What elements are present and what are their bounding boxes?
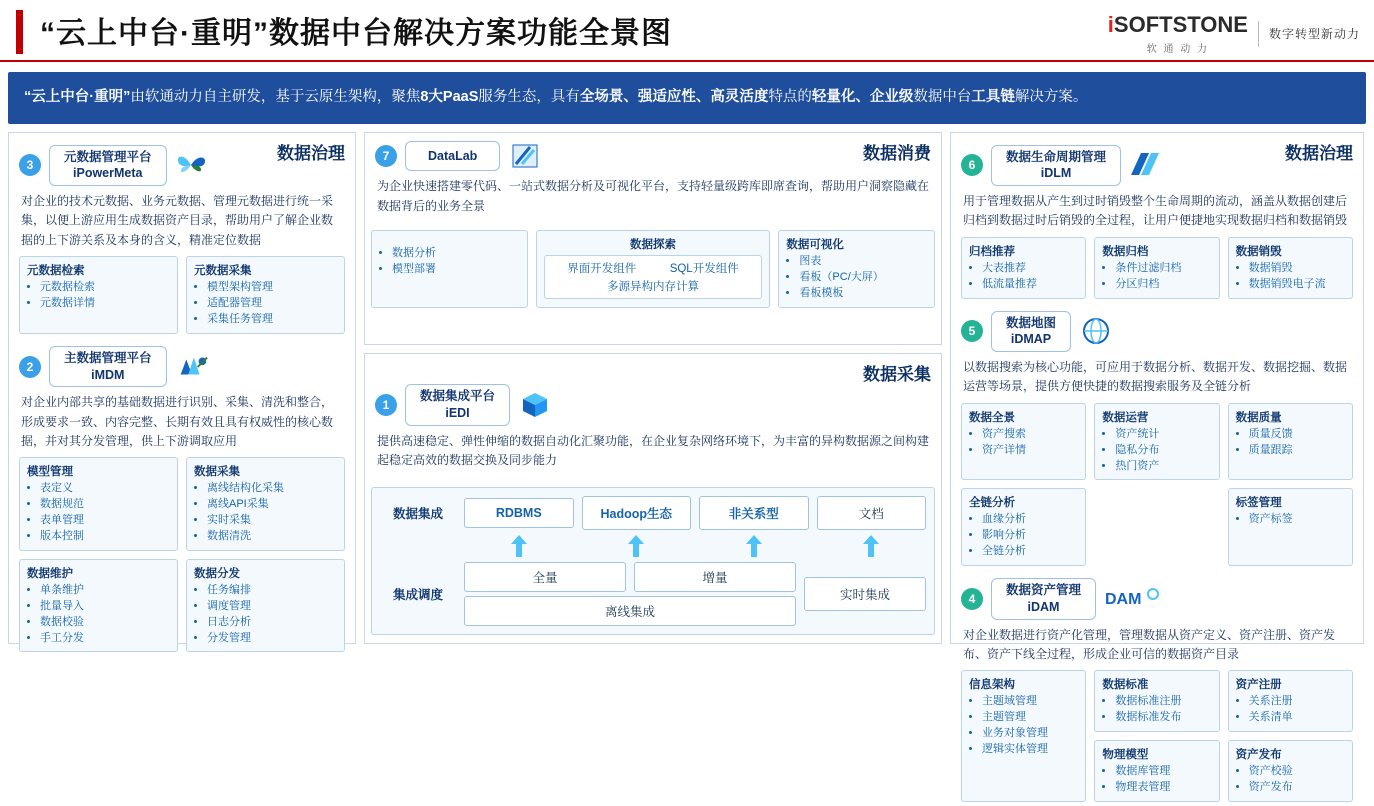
list-item: • 资产搜索 [982,427,1078,443]
box-title: 信息架构 [969,679,1015,692]
module-name-idmap [991,311,1071,353]
banner-attrs: 轻量化、企业级 [811,89,914,105]
list-item: • 影响分析 [982,528,1078,544]
list-item: • 血缘分析 [982,512,1078,528]
module-desc-idlm: 用于管理数据从产生到过时销毁整个生命周期的流动，涵盖从数据创建后归档到数据过时后销毁的全过程，让用户便捷地实现数据归档和数据销毁 [963,194,1348,228]
arrow-up-icon [582,535,692,557]
header-accent-bar [16,10,23,54]
list-item: • 资产统计 [1115,427,1211,443]
module-datalab[interactable] [365,133,941,226]
module-desc-idam: 对企业数据进行资产化管理，管理数据从资产定义、资产注册、资产发布、资产下线全过程，形成企业可信的数据资产目录 [963,628,1336,662]
module-desc-iedi: 提供高速稳定、弹性伸缩的数据自动化汇聚功能，在企业复杂网络环境下，为丰富的异构数据源之间构建起稳定高效的数据交换及同步能力 [377,434,930,468]
module-imdm[interactable] [9,338,355,657]
arrow-up-icon [699,535,809,557]
section-title-governance-right: 数据治理 [1285,143,1353,163]
module-number-badge: 2 [19,356,41,378]
box-title: 数据采集 [194,465,240,478]
list-item: • 业务对象管理 [982,726,1078,742]
module-name-line1: 元数据管理平台 [64,149,152,164]
list-item: • 数据库管理 [1115,764,1211,780]
source-document: 文档 [817,496,927,530]
mode-incremental: 增量 [634,562,796,592]
box-title: 数据分发 [194,567,240,580]
box-data-standard [1094,670,1219,732]
box-data-operation [1094,403,1219,481]
list-item: • 数据校验 [40,615,170,631]
module-name-line2: iEDI [445,406,470,421]
logo-wordmark: iSOFTSTONE [1107,12,1248,37]
list-item: • 主题域管理 [982,694,1078,710]
list-item: • 分发管理 [207,631,337,647]
module-desc-ipowermeta: 对企业的技术元数据、业务元数据、管理元数据进行统一采集，以便上游应用生成数据资产目录，帮助用户了解企业数据的上下游关系及本身的含义，精准定位数据 [21,194,334,247]
list-item: • 任务编排 [207,583,337,599]
panel-collection [364,353,942,643]
list-item: • 离线API采集 [207,497,337,513]
intro-banner [8,72,1366,124]
module-name-ipowermeta [49,145,167,187]
box-data-exploration [536,230,771,308]
banner-text-2: 服务生态，具有 [478,89,580,105]
panel-governance-right [950,132,1364,794]
panel-consumption [364,132,942,346]
row-label-scheduling: 集成调度 [392,587,443,602]
list-item: • 关系清单 [1249,710,1345,726]
list-item: • 数据标准发布 [1115,710,1211,726]
box-data-analysis [371,230,528,308]
box-data-destroy [1228,237,1353,299]
module-desc-datalab: 为企业快速搭建零代码、一站式数据分析及可视化平台，支持轻量级跨库即席查询，帮助用户洞察隐藏在数据背后的业务全景 [377,179,930,213]
list-item: • 资产标签 [1249,512,1345,528]
box-title: 元数据检索 [27,264,85,277]
list-item: • 质量反馈 [1249,427,1345,443]
mdm-icon [175,352,209,382]
box-information-architecture [961,670,1086,802]
logo-divider [1258,21,1259,47]
module-name-datalab [405,141,500,172]
arrow-up-icon [464,535,574,557]
logo-subtitle: 软 通 动 力 [1146,44,1210,55]
list-item: • 逻辑实体管理 [982,742,1078,758]
module-name-line1: DataLab [428,148,478,163]
box-data-distribution [186,559,345,653]
banner-text-5: 解决方案。 [1014,89,1088,105]
box-data-archive [1094,237,1219,299]
box-title: 数据运营 [1102,411,1149,424]
banner-text-1: 由软通动力自主研发，基于云原生架构，聚焦 [130,89,421,105]
list-item: • 模型部署 [392,262,520,278]
list-item: • 表单管理 [40,513,170,529]
module-idam[interactable] [951,570,1363,806]
section-title-governance-left: 数据治理 [277,143,345,163]
banner-paas: 8大PaaS [420,89,479,105]
arrow-up-icon [817,535,927,557]
svg-text:DAM: DAM [1105,591,1142,609]
source-nosql: 非关系型 [699,496,809,530]
list-item: • 版本控制 [40,529,170,545]
list-item: • 资产校验 [1249,764,1345,780]
box-tag-management [1228,488,1353,566]
list-item: • 资产发布 [1249,780,1345,796]
list-item: • 日志分析 [207,615,337,631]
dam-icon [1104,584,1164,614]
mode-full: 全量 [464,562,626,592]
middle-column [364,132,942,644]
module-name-line1: 数据集成平台 [420,389,496,404]
box-title: 数据归档 [1102,245,1149,258]
list-item: • 实时采集 [207,513,337,529]
list-item: • 资产详情 [982,443,1078,459]
box-title: 数据全景 [969,411,1015,424]
module-name-line2: iDLM [1040,166,1072,181]
module-name-line1: 数据资产管理 [1006,583,1082,598]
list-item: • 模型架构管理 [207,280,337,296]
module-name-line1: 数据地图 [1006,315,1057,330]
box-data-quality [1228,403,1353,481]
company-logo [1108,12,1360,55]
list-item: • 看板（PC/大屏） [799,270,927,286]
box-asset-registration [1228,670,1353,732]
section-title-consumption: 数据消费 [863,143,931,163]
box-lineage-analysis [961,488,1086,566]
module-name-imdm [49,346,167,388]
list-item: • 适配器管理 [207,296,337,312]
header-rule [0,60,1374,62]
banner-text-4: 数据中台 [913,89,972,105]
list-item: • 物理表管理 [1115,780,1211,796]
list-item: • 数据销毁 [1249,261,1345,277]
list-item: • 数据销毁电子流 [1249,277,1345,293]
module-name-line2: iDMAP [1010,332,1052,347]
box-title: 模型管理 [27,465,73,478]
component-label: 多源异构内存计算 [606,280,699,293]
offline-integration-group [464,562,796,626]
integration-row [380,496,926,530]
module-ipowermeta[interactable] [9,137,355,338]
box-data-maintenance [19,559,178,653]
module-name-line2: iDAM [1027,600,1060,615]
list-item: • 条件过滤归档 [1115,261,1211,277]
component-label: 界面开发组件 [567,262,637,275]
box-title: 数据质量 [1235,411,1282,424]
list-item: • 表定义 [40,481,170,497]
list-item: • 质量跟踪 [1249,443,1345,459]
source-rdbms: RDBMS [464,498,574,528]
box-title: 元数据采集 [194,264,252,277]
list-item: • 离线结构化采集 [207,481,337,497]
banner-product-name: “云上中台·重明” [24,89,131,105]
box-title: 数据可视化 [786,238,844,251]
list-item: • 数据规范 [40,497,170,513]
module-name-line1: 数据生命周期管理 [1006,149,1107,164]
list-item: • 数据分析 [392,246,520,262]
mode-offline: 离线集成 [464,596,796,626]
page-header [0,0,1374,62]
list-item: • 批量导入 [40,599,170,615]
box-archive-recommend [961,237,1086,299]
list-item: • 数据清洗 [207,529,337,545]
list-item: • 看板模板 [799,286,927,302]
box-data-collection [186,457,345,551]
scheduling-row [380,562,926,626]
list-item: • 数据标准注册 [1115,694,1211,710]
module-number-badge: 6 [961,154,983,176]
list-item: • 分区归档 [1115,277,1211,293]
box-asset-publish [1228,740,1353,802]
box-data-panorama [961,403,1086,481]
box-title: 资产注册 [1235,679,1282,692]
module-number-badge: 4 [961,588,983,610]
row-label-integration: 数据集成 [392,506,443,521]
list-item: • 元数据详情 [40,296,170,312]
list-item: • 热门资产 [1115,459,1211,475]
box-title: 资产发布 [1235,749,1282,762]
list-item: • 全链分析 [982,544,1078,560]
module-idmap[interactable] [951,303,1363,571]
box-title: 全链分析 [969,497,1015,510]
module-name-line2: iPowerMeta [73,166,143,181]
box-title: 数据维护 [27,567,73,580]
module-number-badge: 3 [19,154,41,176]
list-item: • 主题管理 [982,710,1078,726]
module-desc-idmap: 以数据搜索为核心功能，可应用于数据分析、数据开发、数据挖掘、数据运营等场景，提供方便快捷的数据搜索服务及全链分析 [963,360,1348,394]
page-title: “云上中台·重明”数据中台解决方案功能全景图 [40,17,672,50]
component-label: SQL开发组件 [669,262,739,275]
logo-slogan: 数字转型新动力 [1268,27,1360,41]
iedi-architecture-diagram [371,487,935,635]
box-title: 数据探索 [629,238,676,251]
list-item: • 采集任务管理 [207,312,337,328]
module-name-idlm [991,145,1121,187]
module-name-iedi [405,384,510,426]
box-data-visualization [778,230,935,308]
banner-text-3: 特点的 [768,89,812,105]
list-item: • 调度管理 [207,599,337,615]
datalab-capability-grid [371,230,935,308]
map-icon [1079,316,1113,346]
list-item: • 低流量推荐 [982,277,1078,293]
module-iedi[interactable] [365,354,941,480]
list-item: • 大表推荐 [982,261,1078,277]
banner-toolchain: 工具链 [971,89,1015,105]
list-item: • 单条维护 [40,583,170,599]
mode-realtime: 实时集成 [804,577,926,611]
module-number-badge: 5 [961,320,983,342]
list-item: • 关系注册 [1249,694,1345,710]
box-title: 标签管理 [1235,497,1282,510]
list-item: • 图表 [799,254,927,270]
module-desc-imdm: 对企业内部共享的基础数据进行识别、采集、清洗和整合，形成要求一致、内容完整、长期有效且具有权威性的核心数据，并对其分发管理，供上下游调取应用 [21,395,334,448]
box-title: 数据销毁 [1235,245,1282,258]
list-item: • 元数据检索 [40,280,170,296]
box-physical-model [1094,740,1219,802]
box-model-management [19,457,178,551]
butterfly-icon [175,150,209,180]
panel-governance-left [8,132,356,644]
module-number-badge: 1 [375,394,397,416]
flow-arrows [464,535,926,557]
source-hadoop: Hadoop生态 [582,496,692,530]
exploration-components [544,255,763,299]
module-name-line1: 主数据管理平台 [64,350,152,365]
section-title-collection: 数据采集 [863,365,931,385]
box-title: 归档推荐 [969,245,1015,258]
banner-features: 全场景、强适应性、高灵活度 [579,89,769,105]
solution-board [0,124,1374,794]
box-title: 物理模型 [1102,749,1149,762]
datalab-icon [508,141,542,171]
cube-icon [518,390,552,420]
module-number-badge: 7 [375,145,397,167]
list-item: • 隐私分布 [1115,443,1211,459]
module-idlm[interactable] [951,137,1363,303]
box-title: 数据标准 [1102,679,1149,692]
box-metadata-search [19,256,178,334]
module-name-line2: iMDM [91,367,125,382]
list-item: • 手工分发 [40,631,170,647]
box-metadata-collection [186,256,345,334]
module-name-idam [991,578,1096,620]
dlm-icon [1129,150,1163,180]
